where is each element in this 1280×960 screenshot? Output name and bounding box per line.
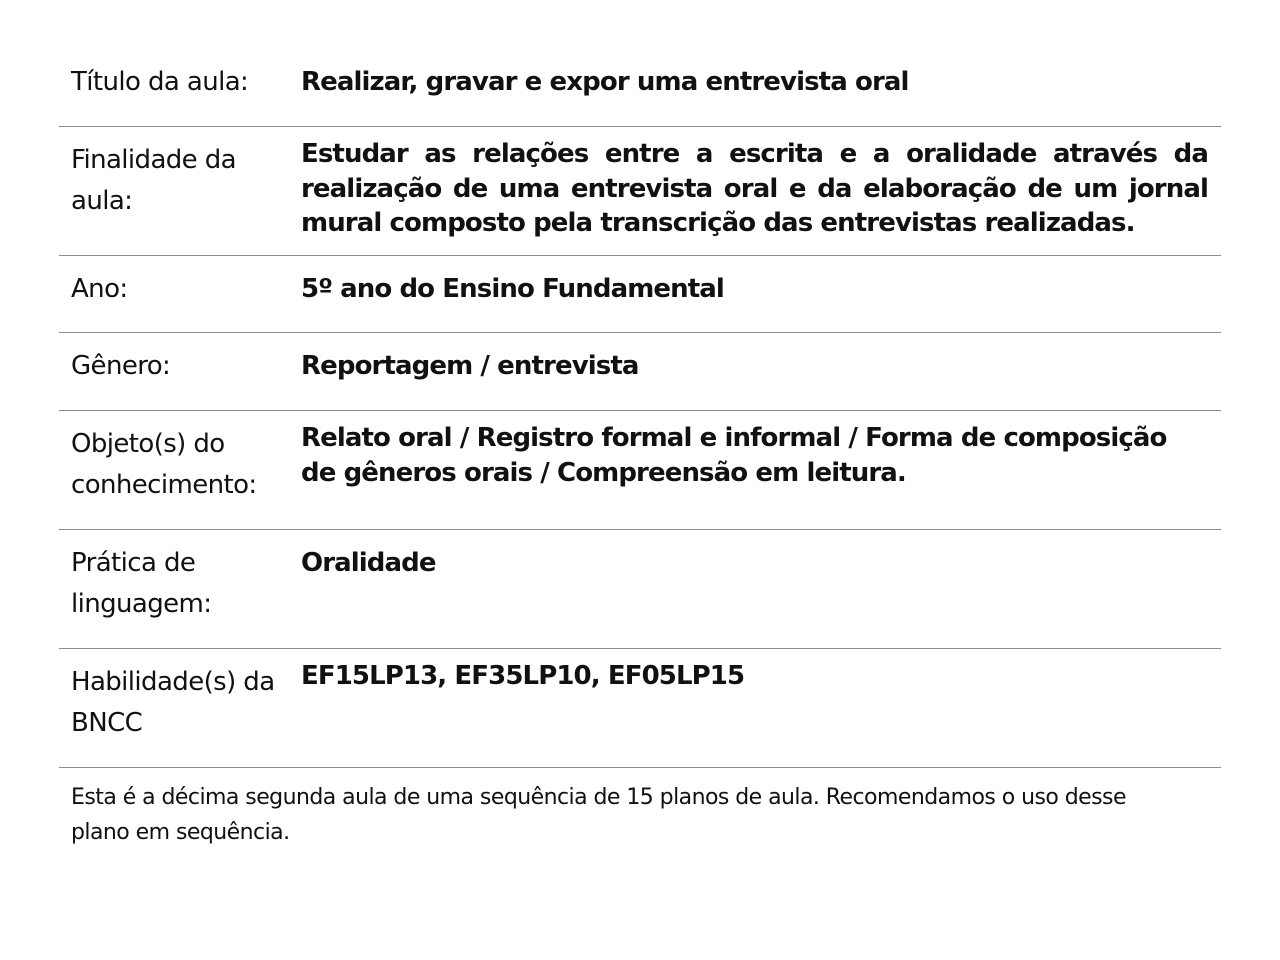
row-label: Finalidade da aula: bbox=[71, 145, 236, 216]
row-value: Estudar as relações entre a escrita e a oralidade através da realização de uma entrevista oral e da elaboração de um jornal mural composto pela transcrição das entrevistas realizadas. bbox=[301, 139, 1208, 238]
row-value: 5º ano do Ensino Fundamental bbox=[301, 274, 724, 304]
row-label: Ano: bbox=[71, 274, 128, 304]
row-label: Habilidade(s) da BNCC bbox=[71, 667, 275, 738]
row-label: Gênero: bbox=[71, 351, 171, 381]
row-bncc-skills bbox=[59, 649, 1221, 768]
row-value: Oralidade bbox=[301, 548, 436, 578]
row-lesson-purpose bbox=[59, 127, 1221, 256]
row-label: Objeto(s) do conhecimento: bbox=[71, 429, 257, 500]
row-school-year bbox=[59, 256, 1221, 333]
row-lesson-title bbox=[59, 43, 1221, 127]
row-value: Relato oral / Registro formal e informal / Forma de composição de gêneros orais / Compreensão em leitura. bbox=[301, 423, 1167, 488]
sequence-note: Esta é a décima segunda aula de uma sequência de 15 planos de aula. Recomendamos o uso desse plano em sequência. bbox=[71, 785, 1126, 845]
row-language-practice bbox=[59, 530, 1221, 649]
lesson-info-table bbox=[59, 43, 1221, 850]
row-label: Prática de linguagem: bbox=[71, 548, 212, 619]
row-value: Realizar, gravar e expor uma entrevista oral bbox=[301, 67, 909, 97]
row-knowledge-objects bbox=[59, 411, 1221, 530]
row-label: Título da aula: bbox=[71, 67, 249, 97]
row-value: EF15LP13, EF35LP10, EF05LP15 bbox=[301, 661, 745, 691]
row-value: Reportagem / entrevista bbox=[301, 351, 639, 381]
row-genre bbox=[59, 333, 1221, 411]
